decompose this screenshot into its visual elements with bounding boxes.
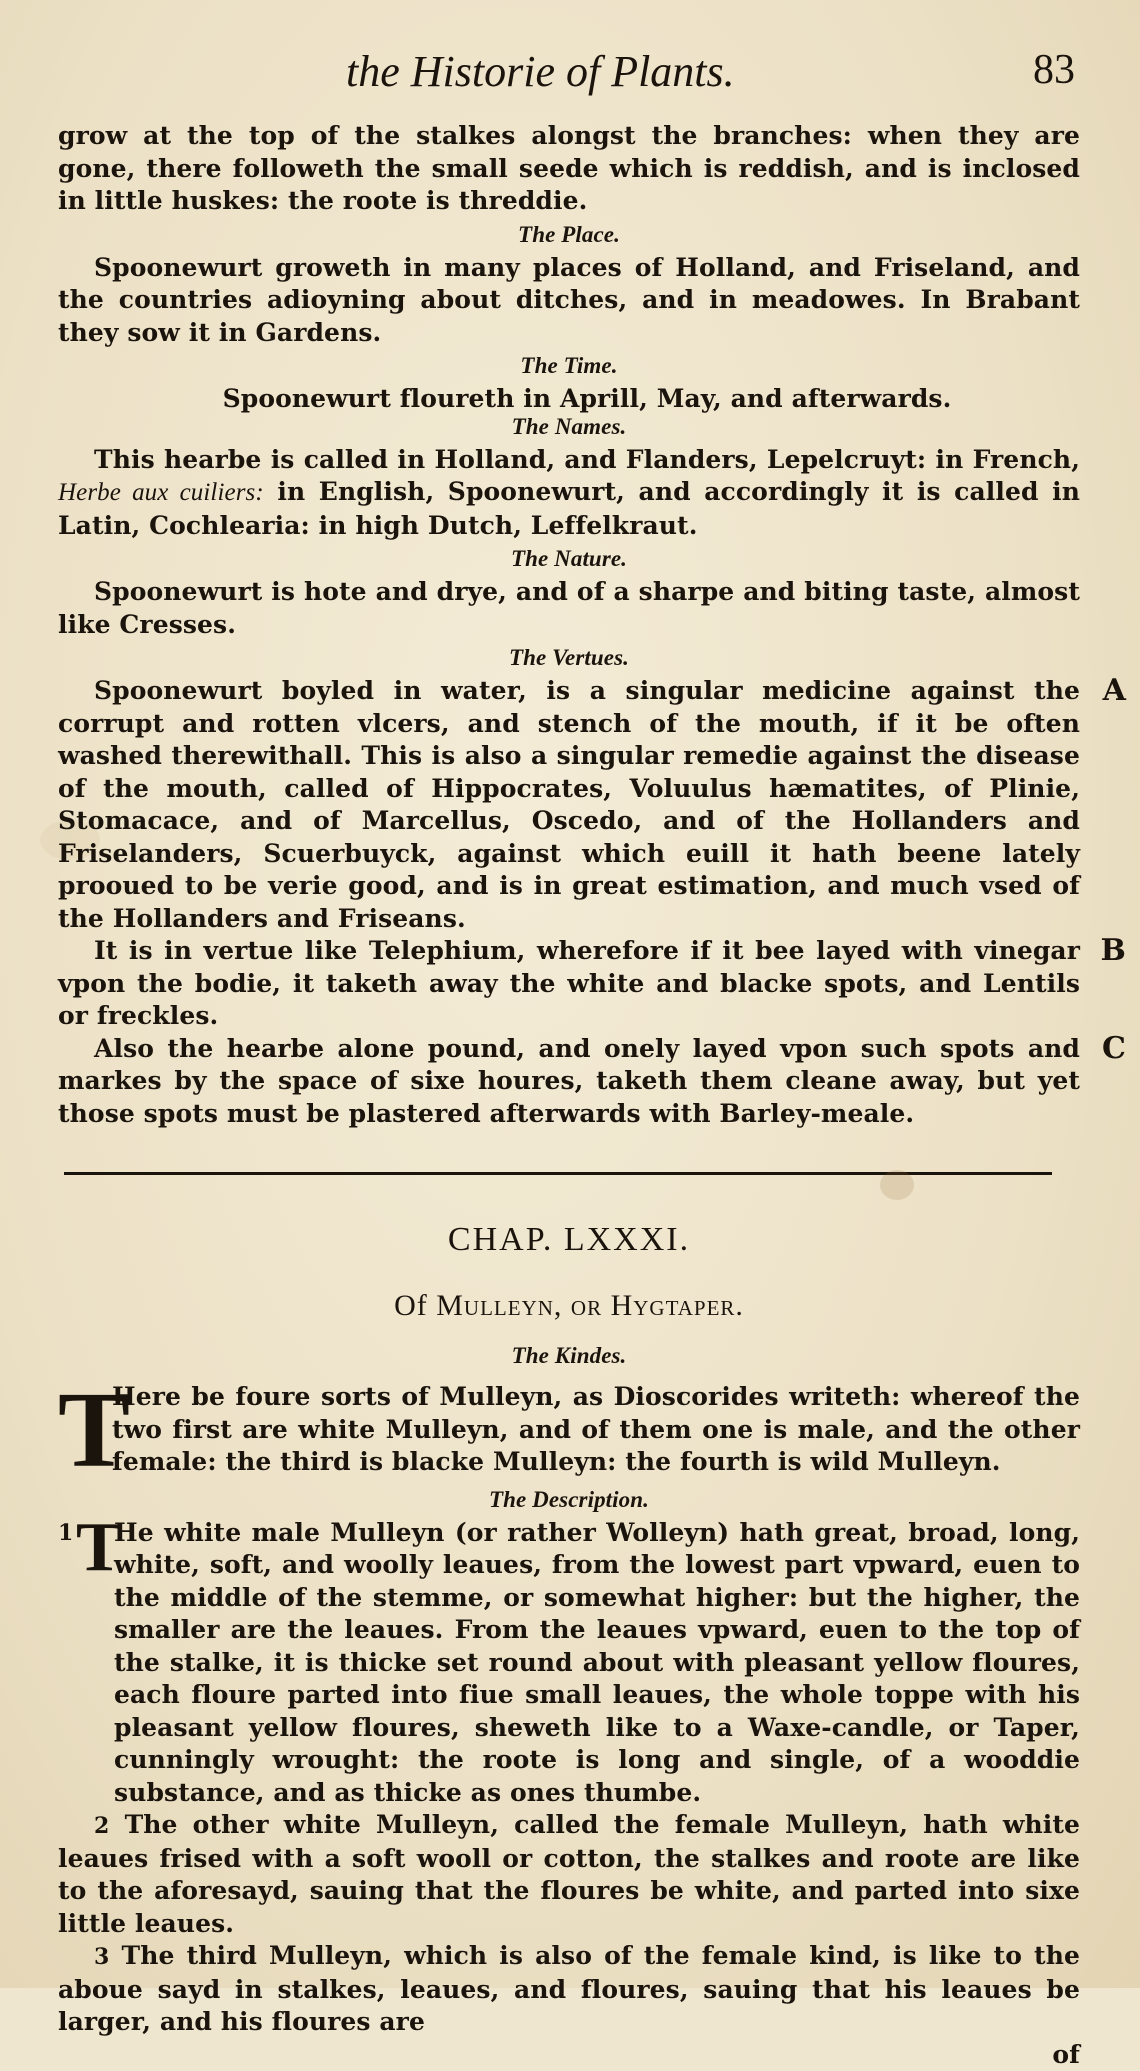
time-heading: The Time. (58, 351, 1080, 381)
vertues-block-b (58, 935, 1080, 1033)
names-heading: The Names. (58, 412, 1080, 442)
vertues-paragraph-c: Also the hearbe alone pound, and onely layed vpon such spots and markes by the space of sixe houres, taketh them cleane away, but yet those spots must be plastered afterwards with Barley-meale. (58, 1033, 1080, 1131)
running-header (58, 40, 1080, 120)
chapter-title-main: Mulleyn, or Hygtaper. (436, 1289, 744, 1322)
item-number: 2 (94, 1813, 109, 1839)
vertues-paragraph-a: Spoonewurt boyled in water, is a singular medicine against the corrupt and rotten vlcers, and stench of the mouth, if it be often washed therewithall. This is also a singular remedie against the disease of the mouth, called of Hippocrates, Voluulus hæmatites, of Plinie, Stomacace, and of Marcellus, Oscedo, and of the Hollanders and Friselanders, Scuerbuyck, against which euill it hath beene lately prooued to be verie good, and is in great estimation, and much vsed of the Hollanders and Friseans. (58, 675, 1080, 935)
vertues-block-c (58, 1033, 1080, 1131)
names-paragraph (58, 444, 1080, 543)
page-number: 83 (1033, 46, 1075, 94)
item-1-text: He white male Mulleyn (or rather Wolleyn) hath great, broad, long, white, soft, and woolly leaues, from the lowest part vpward, euen to the middle of the stemme, or somewhat higher: but the higher, the smaller are the leaues. From the leaues vpward, euen to the top of the stalke, it is thicke set round about with pleasant yellow floures, each floure parted into fiue small leaues, the whole toppe with his pleasant yellow floures, sheweth like to a Waxe-candle, or Taper, cunningly wrought: the roote is long and single, of a wooddie substance, and as thicke as ones thumbe. (114, 1517, 1080, 1810)
item-number: 1 (58, 1517, 73, 1550)
description-item-1 (58, 1517, 1080, 1810)
names-text-b: in English, Spoonewurt, and accordingly it is called in Latin, Cochlearia: in high Dutch, Leffelkraut. (58, 477, 1080, 540)
item-number: 3 (94, 1944, 109, 1970)
item-2-text: The other white Mulleyn, called the female Mulleyn, hath white leaues frised with a soft wooll or cotton, the stalkes and roote are like to the aforesayd, sauing that the floures be white, and parted into sixe little leaues. (58, 1810, 1080, 1938)
margin-letter-c: C (1102, 1033, 1126, 1066)
paper-stain (880, 1170, 914, 1200)
place-heading: The Place. (58, 220, 1080, 250)
vertues-heading: The Vertues. (58, 643, 1080, 673)
names-text-a: This hearbe is called in Holland, and Flanders, Lepelcruyt: in French, (94, 445, 1080, 474)
chapter-title (58, 1289, 1080, 1323)
kindes-heading: The Kindes. (58, 1341, 1080, 1371)
place-paragraph: Spoonewurt groweth in many places of Holland, and Friseland, and the countries adioyning about ditches, and in meadowes. In Brabant they sow it in Gardens. (58, 252, 1080, 350)
chapter-title-of: Of (394, 1289, 428, 1322)
running-title: the Historie of Plants. (346, 46, 735, 97)
drop-cap: T (76, 1515, 123, 1581)
drop-cap: T (58, 1383, 130, 1479)
kindes-block (58, 1381, 1080, 1479)
description-item-2 (58, 1809, 1080, 1940)
vertues-block-a (58, 675, 1080, 935)
chapter-number: CHAP. LXXXI. (58, 1221, 1080, 1259)
margin-letter-a: A (1103, 675, 1126, 708)
section-mulleyn (58, 1341, 1080, 2071)
nature-heading: The Nature. (58, 544, 1080, 574)
catchword: of (58, 2039, 1080, 2071)
kindes-paragraph: Here be foure sorts of Mulleyn, as Dioscorides writeth: whereof the two first are white Mulleyn, and of them one is male, and the other female: the third is blacke Mulleyn: the fourth is wild Mulleyn. (112, 1381, 1080, 1479)
nature-paragraph: Spoonewurt is hote and drye, and of a sharpe and biting taste, almost like Cresses. (58, 576, 1080, 641)
section-spoonewurt (58, 120, 1080, 1130)
item-3-text: The third Mulleyn, which is also of the female kind, is like to the aboue sayd in stalkes, leaues, and floures, sauing that his leaues be larger, and his floures are (58, 1941, 1080, 2036)
time-paragraph: Spoonewurt floureth in Aprill, May, and afterwards. (58, 383, 1080, 416)
vertues-paragraph-b: It is in vertue like Telephium, wherefore if it bee layed with vinegar vpon the bodie, it taketh away the white and blacke spots, and Lentils or freckles. (58, 935, 1080, 1033)
description-heading: The Description. (58, 1485, 1080, 1515)
description-item-3 (58, 1940, 1080, 2039)
names-french: Herbe aux cuiliers: (58, 479, 264, 506)
description-continuation: grow at the top of the stalkes alongst the branches: when they are gone, there followeth the small seede which is reddish, and is inclosed in little huskes: the roote is threddie. (58, 120, 1080, 218)
margin-letter-b: B (1101, 935, 1126, 968)
